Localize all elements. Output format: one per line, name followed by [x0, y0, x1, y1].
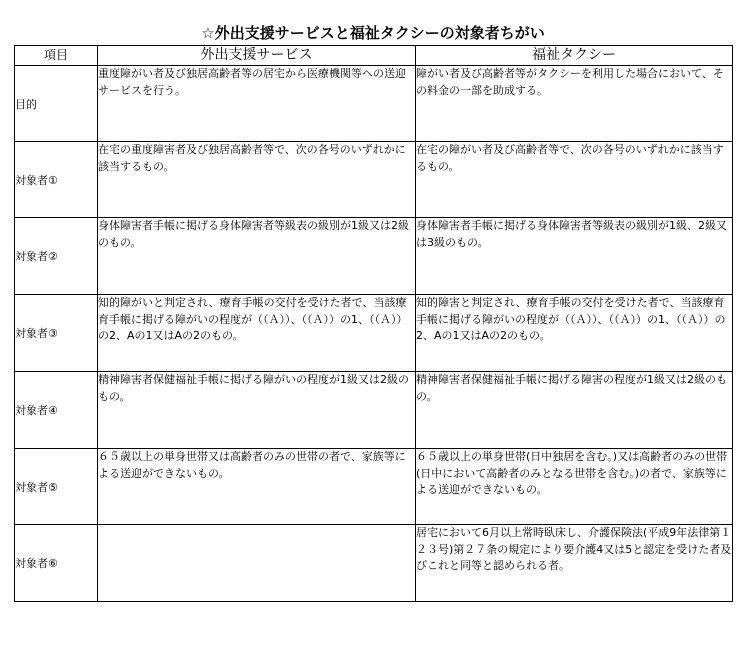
- row-label-eligibility-2: 対象者②: [15, 218, 98, 295]
- taxi-cell: 居宅において6月以上常時臥床し、介護保険法(平成9年法律第１２３号)第２７条の規定により要介護4又は5と認定を受けた者及びこれと同等と認められる者。: [416, 525, 733, 602]
- service-cell: 在宅の重度障害者及び独居高齢者等で、次の各号のいずれかに該当するもの。: [98, 142, 416, 218]
- page-title: ☆外出支援サービスと福祉タクシーの対象者ちがい: [201, 24, 545, 42]
- taxi-cell: 身体障害者手帳に掲げる身体障害者等級表の級別が1級、2級又は3級のもの。: [416, 218, 733, 295]
- service-cell: 身体障害者手帳に掲げる身体障害者等級表の級別が1級又は2級のもの。: [98, 218, 416, 295]
- service-cell: 重度障がい者及び独居高齢者等の居宅から医療機関等への送迎サービスを行う。: [98, 66, 416, 142]
- service-cell: ６５歳以上の単身世帯又は高齢者のみの世帯の者で、家族等による送迎ができないもの。: [98, 449, 416, 525]
- taxi-cell: 在宅の障がい者及び高齢者等で、次の各号のいずれかに該当するもの。: [416, 142, 733, 218]
- header-row: [15, 46, 733, 66]
- row-label-purpose: 目的: [15, 66, 98, 142]
- header-item: 項目: [15, 46, 98, 66]
- table-row: [15, 142, 733, 218]
- taxi-cell: 障がい者及び高齢者等がタクシーを利用した場合において、その料金の一部を助成する。: [416, 66, 733, 142]
- row-label-eligibility-6: 対象者⑥: [15, 525, 98, 602]
- taxi-cell: 精神障害者保健福祉手帳に掲げる障害の程度が1級又は2級のもの。: [416, 372, 733, 449]
- header-welfare-taxi: 福祉タクシー: [416, 46, 733, 66]
- row-label-eligibility-1: 対象者①: [15, 142, 98, 218]
- service-cell: 知的障がいと判定され、療育手帳の交付を受けた者で、当該療育手帳に掲げる障がいの程度が（（Ａ））、（（Ａ））の1、（（Ａ））の2、Aの1又はAの2のもの。: [98, 295, 416, 372]
- row-label-eligibility-5: 対象者⑤: [15, 449, 98, 525]
- service-cell: 精神障害者保健福祉手帳に掲げる障がいの程度が1級又は2級のもの。: [98, 372, 416, 449]
- comparison-table: [14, 45, 733, 602]
- table-row: [15, 449, 733, 525]
- table-row: [15, 66, 733, 142]
- table-row: [15, 525, 733, 602]
- row-label-eligibility-3: 対象者③: [15, 295, 98, 372]
- table-row: [15, 295, 733, 372]
- header-outing-support-service: 外出支援サービス: [98, 46, 416, 66]
- service-cell-empty: [98, 525, 416, 602]
- taxi-cell: 知的障害と判定され、療育手帳の交付を受けた者で、当該療育手帳に掲げる障がいの程度が（（Ａ））、（（Ａ））の1、（（Ａ））の2、Aの1又はAの2のもの。: [416, 295, 733, 372]
- table-row: [15, 372, 733, 449]
- taxi-cell: ６５歳以上の単身世帯(日中独居を含む。)又は高齢者のみの世帯(日中において高齢者のみとなる世帯を含む。)の者で、家族等による送迎ができないもの。: [416, 449, 733, 525]
- table-row: [15, 218, 733, 295]
- row-label-eligibility-4: 対象者④: [15, 372, 98, 449]
